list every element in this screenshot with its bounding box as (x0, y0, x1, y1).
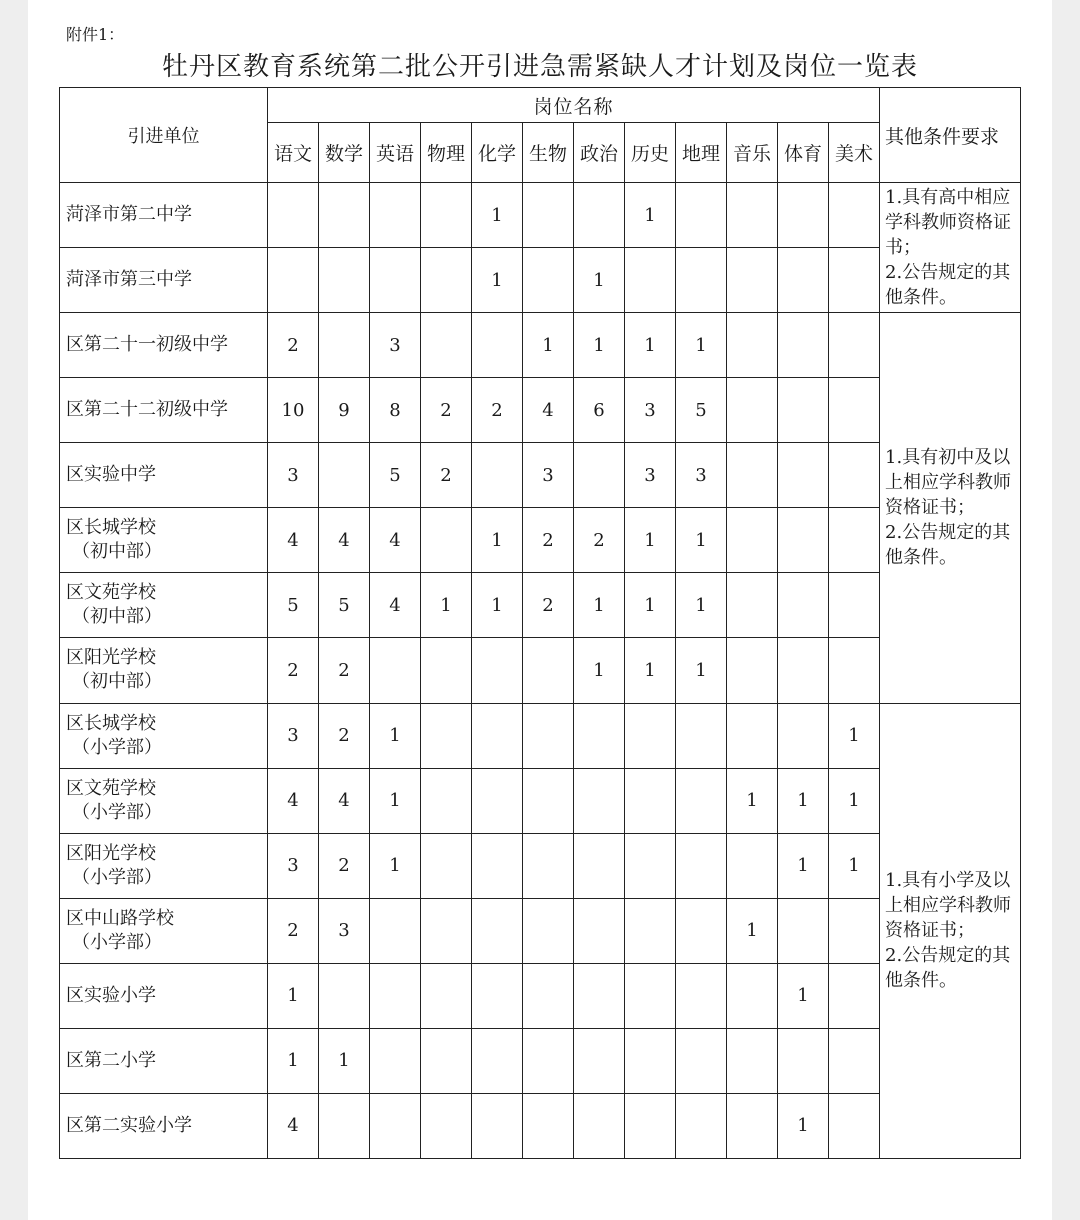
quota-cell (574, 1093, 625, 1158)
quota-cell: 2 (268, 638, 319, 703)
unit-name-cell (60, 1028, 268, 1093)
unit-name: 区第二小学 (66, 1049, 156, 1071)
subject-header: 地理 (676, 123, 727, 183)
quota-cell: 5 (268, 573, 319, 638)
quota-cell: 1 (727, 768, 778, 833)
quota-cell (625, 963, 676, 1028)
table-row (60, 183, 1021, 248)
quota-cell (574, 768, 625, 833)
unit-name: 区实验中学 (66, 464, 156, 486)
quota-cell (421, 1093, 472, 1158)
quota-cell (829, 313, 880, 378)
quota-cell (778, 573, 829, 638)
quota-cell (676, 1093, 727, 1158)
unit-name-cell (60, 768, 268, 833)
quota-cell (370, 248, 421, 313)
subject-header: 化学 (472, 123, 523, 183)
quota-cell (370, 1028, 421, 1093)
quota-cell: 1 (778, 1093, 829, 1158)
quota-cell (472, 313, 523, 378)
quota-cell (778, 1028, 829, 1093)
quota-cell (319, 963, 370, 1028)
unit-column-header: 引进单位 (60, 88, 268, 183)
quota-cell (625, 703, 676, 768)
quota-cell (319, 1093, 370, 1158)
quota-cell: 2 (574, 508, 625, 573)
quota-cell: 2 (268, 313, 319, 378)
quota-cell: 4 (370, 573, 421, 638)
quota-cell (472, 833, 523, 898)
quota-cell (523, 638, 574, 703)
unit-name-cell (60, 378, 268, 443)
unit-name-cell (60, 963, 268, 1028)
quota-cell (421, 183, 472, 248)
quota-cell (421, 313, 472, 378)
quota-cell: 6 (574, 378, 625, 443)
quota-cell (472, 963, 523, 1028)
table-row (60, 378, 1021, 443)
subject-header: 政治 (574, 123, 625, 183)
table-row (60, 248, 1021, 313)
quota-cell (727, 248, 778, 313)
quota-cell (829, 183, 880, 248)
quota-cell: 1 (829, 768, 880, 833)
unit-name-cell (60, 833, 268, 898)
quota-cell (727, 573, 778, 638)
quota-cell: 4 (319, 508, 370, 573)
table-row (60, 313, 1021, 378)
unit-name: 区长城学校 (66, 517, 156, 539)
quota-cell: 1 (778, 768, 829, 833)
quota-cell: 1 (472, 573, 523, 638)
quota-cell (727, 963, 778, 1028)
quota-cell: 1 (370, 703, 421, 768)
subject-header: 美术 (829, 123, 880, 183)
quota-cell: 1 (370, 768, 421, 833)
other-conditions-text: 1.具有初中及以上相应学科教师资格证书； 2.公告规定的其他条件。 (885, 447, 1012, 569)
unit-subdivision: （初中部） (72, 541, 162, 563)
table-row (60, 703, 1021, 768)
other-conditions-header: 其他条件要求 (880, 88, 1021, 183)
other-conditions-cell (880, 703, 1021, 1158)
quota-cell (421, 898, 472, 963)
quota-cell: 1 (574, 313, 625, 378)
positions-table (59, 87, 1021, 1159)
subject-header: 音乐 (727, 123, 778, 183)
quota-cell: 1 (523, 313, 574, 378)
quota-cell (370, 638, 421, 703)
quota-cell: 1 (676, 508, 727, 573)
subject-header: 数学 (319, 123, 370, 183)
quota-cell (778, 703, 829, 768)
unit-subdivision: （小学部） (72, 931, 162, 953)
quota-cell: 1 (625, 508, 676, 573)
quota-cell (370, 963, 421, 1028)
table-row (60, 573, 1021, 638)
quota-cell: 4 (319, 768, 370, 833)
quota-cell (676, 183, 727, 248)
quota-cell (574, 898, 625, 963)
other-conditions-text: 1.具有小学及以上相应学科教师资格证书； 2.公告规定的其他条件。 (885, 870, 1012, 992)
quota-cell: 3 (523, 443, 574, 508)
quota-cell: 1 (778, 833, 829, 898)
table-row (60, 508, 1021, 573)
quota-cell (727, 508, 778, 573)
unit-name: 区阳光学校 (66, 647, 156, 669)
quota-cell (319, 443, 370, 508)
unit-name: 区实验小学 (66, 984, 156, 1006)
quota-cell (574, 703, 625, 768)
quota-cell (421, 638, 472, 703)
quota-cell (370, 898, 421, 963)
quota-cell (574, 1028, 625, 1093)
quota-cell: 2 (421, 378, 472, 443)
quota-cell (676, 768, 727, 833)
quota-cell (421, 1028, 472, 1093)
quota-cell: 3 (370, 313, 421, 378)
quota-cell: 1 (676, 573, 727, 638)
unit-name-cell (60, 508, 268, 573)
quota-cell (472, 638, 523, 703)
quota-cell: 2 (319, 638, 370, 703)
other-conditions-text: 1.具有高中相应学科教师资格证书； 2.公告规定的其他条件。 (885, 187, 1012, 309)
unit-name: 区第二十一初级中学 (66, 334, 228, 356)
table-row (60, 443, 1021, 508)
quota-cell: 1 (472, 248, 523, 313)
quota-cell (523, 183, 574, 248)
quota-cell: 4 (268, 768, 319, 833)
quota-cell (574, 833, 625, 898)
unit-subdivision: （小学部） (72, 801, 162, 823)
table-row (60, 963, 1021, 1028)
table-row (60, 1028, 1021, 1093)
unit-name-cell (60, 183, 268, 248)
quota-cell: 1 (829, 703, 880, 768)
quota-cell (727, 833, 778, 898)
subject-header: 生物 (523, 123, 574, 183)
quota-cell: 1 (778, 963, 829, 1028)
quota-cell: 3 (625, 378, 676, 443)
quota-cell (676, 1028, 727, 1093)
quota-cell (370, 183, 421, 248)
quota-cell (778, 638, 829, 703)
quota-cell (268, 248, 319, 313)
quota-cell (727, 1093, 778, 1158)
quota-cell: 3 (268, 443, 319, 508)
quota-cell (472, 1093, 523, 1158)
quota-cell: 2 (268, 898, 319, 963)
unit-name: 区长城学校 (66, 712, 156, 734)
quota-cell (778, 313, 829, 378)
quota-cell (421, 703, 472, 768)
unit-name-cell (60, 703, 268, 768)
quota-cell (829, 638, 880, 703)
quota-cell: 3 (319, 898, 370, 963)
position-group-header: 岗位名称 (268, 88, 880, 123)
quota-cell (523, 833, 574, 898)
document-title: 牡丹区教育系统第二批公开引进急需紧缺人才计划及岗位一览表 (161, 52, 918, 82)
quota-cell (829, 1028, 880, 1093)
quota-cell (523, 703, 574, 768)
quota-cell (625, 768, 676, 833)
unit-name-cell (60, 248, 268, 313)
quota-cell: 10 (268, 378, 319, 443)
quota-cell: 5 (319, 573, 370, 638)
quota-cell: 4 (523, 378, 574, 443)
quota-cell (523, 1093, 574, 1158)
unit-subdivision: （初中部） (72, 606, 162, 628)
quota-cell (829, 378, 880, 443)
quota-cell: 1 (421, 573, 472, 638)
quota-cell: 1 (676, 313, 727, 378)
quota-cell: 3 (676, 443, 727, 508)
quota-cell: 1 (574, 248, 625, 313)
quota-cell: 1 (676, 638, 727, 703)
unit-name: 区第二实验小学 (66, 1114, 192, 1136)
quota-cell (727, 378, 778, 443)
quota-cell (319, 313, 370, 378)
quota-cell: 5 (676, 378, 727, 443)
quota-cell: 1 (268, 963, 319, 1028)
unit-name: 区文苑学校 (66, 582, 156, 604)
quota-cell (676, 963, 727, 1028)
unit-name-cell (60, 638, 268, 703)
unit-name: 区中山路学校 (66, 907, 174, 929)
quota-cell: 2 (523, 573, 574, 638)
quota-cell (778, 443, 829, 508)
unit-subdivision: （小学部） (72, 866, 162, 888)
unit-name: 菏泽市第三中学 (66, 269, 192, 291)
quota-cell: 2 (523, 508, 574, 573)
quota-cell (523, 1028, 574, 1093)
quota-cell (625, 833, 676, 898)
table-row (60, 898, 1021, 963)
quota-cell: 1 (472, 183, 523, 248)
quota-cell: 1 (625, 313, 676, 378)
quota-cell (778, 248, 829, 313)
other-conditions-cell (880, 183, 1021, 313)
quota-cell (829, 248, 880, 313)
quota-cell (574, 443, 625, 508)
quota-cell: 1 (472, 508, 523, 573)
quota-cell (829, 443, 880, 508)
subject-header: 英语 (370, 123, 421, 183)
subject-header: 物理 (421, 123, 472, 183)
quota-cell (319, 183, 370, 248)
quota-cell (574, 963, 625, 1028)
quota-cell (421, 768, 472, 833)
quota-cell: 2 (421, 443, 472, 508)
quota-cell (829, 898, 880, 963)
quota-cell (574, 183, 625, 248)
quota-cell: 3 (268, 833, 319, 898)
quota-cell (829, 573, 880, 638)
quota-cell (472, 768, 523, 833)
table-row (60, 638, 1021, 703)
quota-cell (523, 963, 574, 1028)
quota-cell (727, 1028, 778, 1093)
quota-cell (727, 703, 778, 768)
unit-name: 区阳光学校 (66, 842, 156, 864)
quota-cell: 1 (625, 573, 676, 638)
quota-cell (727, 313, 778, 378)
quota-cell: 2 (472, 378, 523, 443)
attachment-label: 附件1： (66, 25, 125, 44)
quota-cell (778, 508, 829, 573)
quota-cell (472, 1028, 523, 1093)
quota-cell: 1 (319, 1028, 370, 1093)
quota-cell (523, 898, 574, 963)
quota-cell: 3 (625, 443, 676, 508)
quota-cell (421, 508, 472, 573)
quota-cell (523, 248, 574, 313)
quota-cell (472, 703, 523, 768)
unit-subdivision: （小学部） (72, 736, 162, 758)
table-row (60, 768, 1021, 833)
quota-cell (625, 248, 676, 313)
quota-cell (421, 833, 472, 898)
quota-cell (421, 963, 472, 1028)
quota-cell (676, 248, 727, 313)
quota-cell (778, 898, 829, 963)
unit-name-cell (60, 443, 268, 508)
quota-cell (268, 183, 319, 248)
quota-cell: 2 (319, 703, 370, 768)
quota-cell (829, 1093, 880, 1158)
quota-cell: 4 (370, 508, 421, 573)
unit-name-cell (60, 1093, 268, 1158)
quota-cell: 1 (268, 1028, 319, 1093)
quota-cell (421, 248, 472, 313)
quota-cell: 1 (625, 183, 676, 248)
quota-cell (727, 183, 778, 248)
quota-cell: 9 (319, 378, 370, 443)
quota-cell (829, 963, 880, 1028)
unit-name-cell (60, 313, 268, 378)
quota-cell (625, 1093, 676, 1158)
quota-cell (727, 638, 778, 703)
quota-cell (676, 898, 727, 963)
unit-name-cell (60, 573, 268, 638)
subject-header: 语文 (268, 123, 319, 183)
quota-cell: 1 (574, 573, 625, 638)
unit-name: 菏泽市第二中学 (66, 204, 192, 226)
quota-cell (523, 768, 574, 833)
quota-cell (727, 443, 778, 508)
quota-cell: 1 (574, 638, 625, 703)
quota-cell (319, 248, 370, 313)
quota-cell: 1 (727, 898, 778, 963)
quota-cell (370, 1093, 421, 1158)
unit-name: 区文苑学校 (66, 777, 156, 799)
table-row (60, 1093, 1021, 1158)
quota-cell (472, 898, 523, 963)
quota-cell (778, 183, 829, 248)
table-row (60, 833, 1021, 898)
unit-subdivision: （初中部） (72, 671, 162, 693)
quota-cell (625, 898, 676, 963)
quota-cell: 8 (370, 378, 421, 443)
subject-header: 历史 (625, 123, 676, 183)
unit-name: 区第二十二初级中学 (66, 399, 228, 421)
unit-name-cell (60, 898, 268, 963)
subject-header: 体育 (778, 123, 829, 183)
quota-cell: 4 (268, 1093, 319, 1158)
table-body (60, 183, 1021, 1159)
quota-cell: 4 (268, 508, 319, 573)
quota-cell (676, 703, 727, 768)
quota-cell: 1 (829, 833, 880, 898)
quota-cell: 2 (319, 833, 370, 898)
other-conditions-cell (880, 313, 1021, 703)
quota-cell (676, 833, 727, 898)
quota-cell: 1 (625, 638, 676, 703)
quota-cell (625, 1028, 676, 1093)
quota-cell (778, 378, 829, 443)
quota-cell: 3 (268, 703, 319, 768)
quota-cell (472, 443, 523, 508)
quota-cell (829, 508, 880, 573)
quota-cell: 5 (370, 443, 421, 508)
quota-cell: 1 (370, 833, 421, 898)
